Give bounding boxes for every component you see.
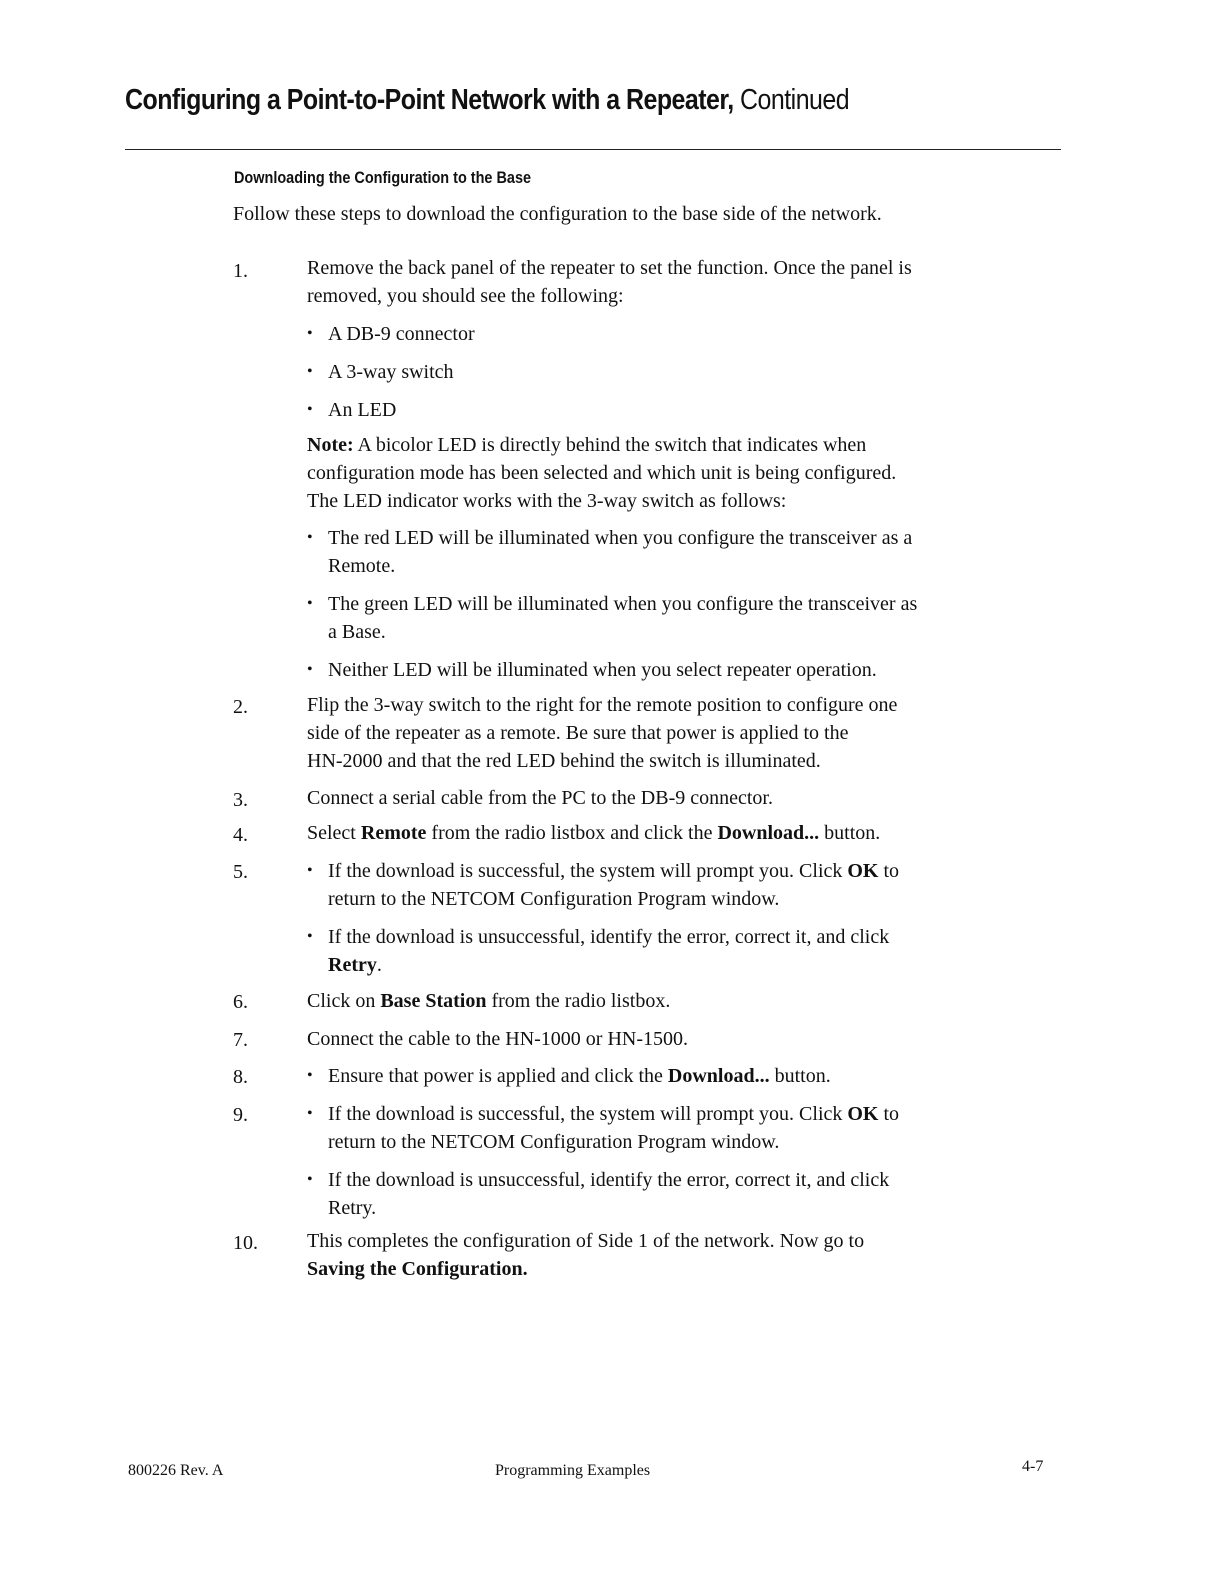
list-item-neither-led <box>307 656 877 684</box>
step-9-failure-item <box>307 1166 889 1222</box>
step-2-line-2: side of the repeater as a remote. Be sure that power is applied to the <box>307 722 849 744</box>
step-4-text <box>307 819 880 847</box>
step-3-text: Connect a serial cable from the PC to the DB-9 connector. <box>307 787 773 809</box>
step-9-failure-line-1: • If the download is unsuccessful, identify the error, correct it, and click <box>328 1169 890 1191</box>
page-title-main: Configuring a Point-to-Point Network with a Repeater, <box>125 84 734 116</box>
red-led-line-1: • The red LED will be illuminated when you configure the transceiver as a <box>328 527 913 549</box>
step-9-success-item <box>307 1100 899 1156</box>
page-title-continued: Continued <box>733 84 850 116</box>
step-5-success-item <box>307 857 899 913</box>
step-5-number: 5. <box>233 861 248 883</box>
list-item-text: • A 3-way switch <box>328 361 454 383</box>
list-item-text: • A DB-9 connector <box>328 323 475 345</box>
step-5-success-line-1 <box>307 857 899 885</box>
step-1-line-2: removed, you should see the following: <box>307 285 624 307</box>
step-9-number: 9. <box>233 1104 248 1126</box>
step-9-success-line-1 <box>307 1100 899 1128</box>
step-5-failure-line-2 <box>307 951 889 979</box>
step-9-failure-line-2: Retry. <box>328 1197 377 1219</box>
title-rule <box>125 149 1061 150</box>
step-4-remote: Remote <box>360 822 427 844</box>
step-4-number: 4. <box>233 824 248 846</box>
note-paragraph <box>307 431 896 515</box>
footer-doc-number: 800226 Rev. A <box>128 1462 224 1479</box>
green-led-line-2: a Base. <box>328 621 386 643</box>
step-8-item <box>307 1062 831 1090</box>
red-led-line-2: Remote. <box>328 555 396 577</box>
step-9-success-post: to <box>878 1103 900 1125</box>
page-title <box>125 84 849 117</box>
step-5-retry: Retry <box>328 954 377 976</box>
green-led-line-1: • The green LED will be illuminated when you configure the transceiver as <box>328 593 918 615</box>
step-9-success-pre: If the download is successful, the system will prompt you. Click <box>328 1103 848 1125</box>
step-6-base-station: Base Station <box>380 990 487 1012</box>
intro-paragraph: Follow these steps to download the configuration to the base side of the network. <box>233 203 882 225</box>
step-4-mid: from the radio listbox and click the <box>426 822 718 844</box>
step-8-post: button. <box>769 1065 831 1087</box>
note-label: Note: <box>307 434 354 456</box>
step-10-line-1: This completes the configuration of Side 1 of the network. Now go to <box>307 1230 865 1252</box>
note-line-1: A bicolor LED is directly behind the switch that indicates when <box>353 434 867 456</box>
neither-led-text: • Neither LED will be illuminated when you select repeater operation. <box>328 659 877 681</box>
step-5-success-post: to <box>878 860 900 882</box>
step-6-text <box>307 987 670 1015</box>
list-item-text: • An LED <box>328 399 397 421</box>
step-4-pre: Select <box>307 822 361 844</box>
step-2-line-3: HN-2000 and that the red LED behind the switch is illuminated. <box>307 750 821 772</box>
step-8-number: 8. <box>233 1066 248 1088</box>
step-9-ok: OK <box>847 1103 879 1125</box>
step-5-ok: OK <box>847 860 879 882</box>
step-2-number: 2. <box>233 696 248 718</box>
step-5-failure-post: . <box>376 954 382 976</box>
step-10-text <box>307 1227 864 1283</box>
note-line-2: configuration mode has been selected and which unit is being configured. <box>307 462 897 484</box>
step-6-pre: Click on <box>307 990 381 1012</box>
step-8-text <box>307 1062 831 1090</box>
step-8-pre: Ensure that power is applied and click the <box>328 1065 668 1087</box>
step-2-text <box>307 691 897 775</box>
step-7-text: Connect the cable to the HN-1000 or HN-1500. <box>307 1028 689 1050</box>
step-4-download: Download... <box>717 822 820 844</box>
step-3-number: 3. <box>233 789 248 811</box>
step-5-success-pre: If the download is successful, the system will prompt you. Click <box>328 860 848 882</box>
step-5-failure-item <box>307 923 889 979</box>
step-6-post: from the radio listbox. <box>486 990 671 1012</box>
step-1-number: 1. <box>233 260 248 282</box>
step-4-post: button. <box>819 822 881 844</box>
section-heading: Downloading the Configuration to the Base <box>234 168 532 187</box>
list-item-switch <box>307 358 454 386</box>
step-10-number: 10. <box>233 1232 258 1254</box>
step-1-line-1: Remove the back panel of the repeater to set the function. Once the panel is <box>307 257 912 279</box>
step-7-number: 7. <box>233 1029 248 1051</box>
step-6-number: 6. <box>233 991 248 1013</box>
footer-chapter: Programming Examples <box>495 1462 651 1479</box>
list-item-green-led <box>307 590 917 646</box>
list-item-db9 <box>307 320 475 348</box>
note-line-3: The LED indicator works with the 3-way switch as follows: <box>307 490 787 512</box>
step-8-download: Download... <box>667 1065 770 1087</box>
step-5-failure-line-1: • If the download is unsuccessful, identify the error, correct it, and click <box>328 926 890 948</box>
step-9-success-line-2: return to the NETCOM Configuration Program window. <box>328 1131 780 1153</box>
step-1-text <box>307 254 912 310</box>
step-2-line-1: Flip the 3-way switch to the right for the remote position to configure one <box>307 694 898 716</box>
footer-page-number: 4-7 <box>1022 1458 1044 1475</box>
step-5-success-line-2: return to the NETCOM Configuration Program window. <box>328 888 780 910</box>
list-item-red-led <box>307 524 912 580</box>
list-item-led <box>307 396 396 424</box>
step-10-saving-config: Saving the Configuration. <box>307 1258 528 1280</box>
